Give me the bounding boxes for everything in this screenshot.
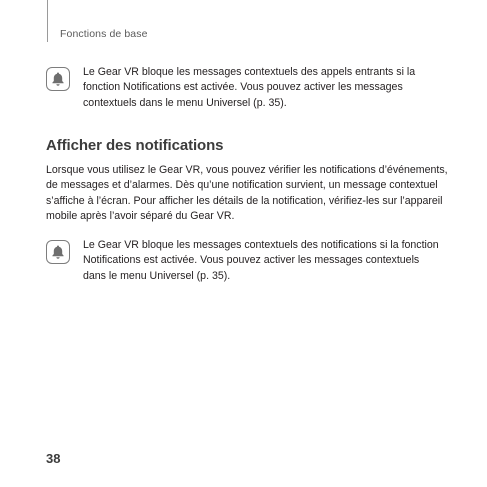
- section-heading: Afficher des notifications: [46, 137, 224, 154]
- bell-icon: [46, 67, 70, 91]
- header-divider: [47, 0, 48, 42]
- section-title: Fonctions de base: [60, 28, 148, 40]
- page-number: 38: [46, 451, 61, 466]
- note-text-1: Le Gear VR bloque les messages contextuels des appels entrants si la fonction Notifications est activée. Vous pouvez activer les messages contextuels dans le menu Universel (p. 35).: [83, 66, 416, 109]
- note-text-2: Le Gear VR bloque les messages contextuels des notifications si la fonction Notifications est activée. Vous pouvez activer les messages contextuels dans le menu Universel (p. 35).: [83, 239, 439, 282]
- bell-icon: [46, 240, 70, 264]
- section-body: Lorsque vous utilisez le Gear VR, vous pouvez vérifier les notifications d’événements, de messages et d’alarmes. Dès qu’une notification survient, un message contextuel s’affiche à l’écran. Pour afficher les détails de la notification, vérifiez-les sur l’appareil mobile après l’avoir séparé du Gear VR.: [46, 164, 448, 222]
